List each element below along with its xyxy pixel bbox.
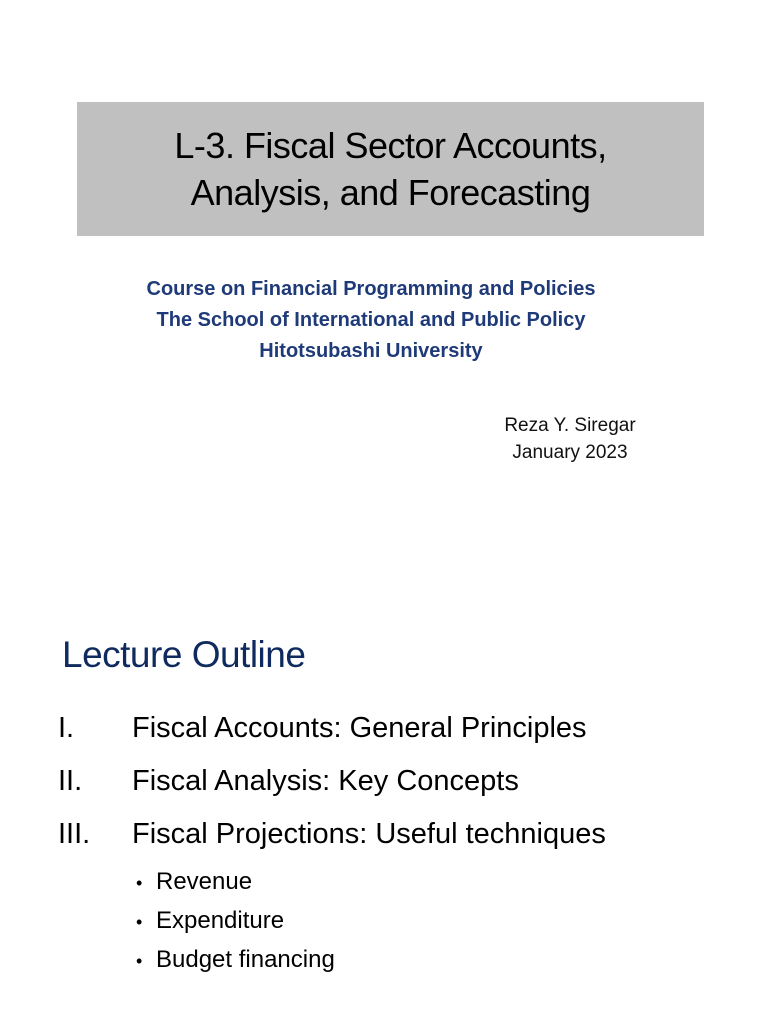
- outline-heading: Lecture Outline: [62, 634, 306, 675]
- outline-item-number: II.: [58, 765, 83, 797]
- author-name: Reza Y. Siregar: [504, 415, 636, 436]
- course-info: [0, 274, 742, 367]
- outline-item-text: Fiscal Analysis: Key Concepts: [132, 765, 519, 797]
- outline-sub-list: [136, 863, 758, 980]
- outline-item-number: III.: [58, 818, 91, 850]
- university-name: Hitotsubashi University: [259, 340, 483, 362]
- slide-title-line-2: Analysis, and Forecasting: [190, 172, 591, 213]
- sub-item-text: Revenue: [156, 868, 253, 895]
- outline-item-text: Fiscal Accounts: General Principles: [132, 712, 587, 744]
- school-name: The School of International and Public Policy: [156, 309, 586, 331]
- outline-item: [58, 808, 758, 861]
- slide-title: [174, 122, 606, 216]
- bullet-icon: •: [136, 951, 143, 971]
- outline-item-number: I.: [58, 712, 75, 744]
- title-banner: [77, 102, 704, 236]
- bullet-icon: •: [136, 873, 143, 893]
- bullet-icon: •: [136, 912, 143, 932]
- course-name: Course on Financial Programming and Policies: [146, 278, 596, 300]
- outline-list: [58, 702, 758, 980]
- author-info: [470, 412, 670, 466]
- sub-list-item: [136, 902, 758, 941]
- outline-item: [58, 702, 758, 755]
- sub-item-text: Expenditure: [156, 907, 285, 934]
- sub-item-text: Budget financing: [156, 946, 335, 973]
- outline-slide: [0, 578, 768, 1024]
- outline-item: [58, 755, 758, 808]
- outline-item-text: Fiscal Projections: Useful techniques: [132, 818, 606, 850]
- slide-title-line-1: L-3. Fiscal Sector Accounts,: [174, 125, 607, 166]
- sub-list-item: [136, 863, 758, 902]
- presentation-date: January 2023: [512, 442, 628, 463]
- sub-list-item: [136, 941, 758, 980]
